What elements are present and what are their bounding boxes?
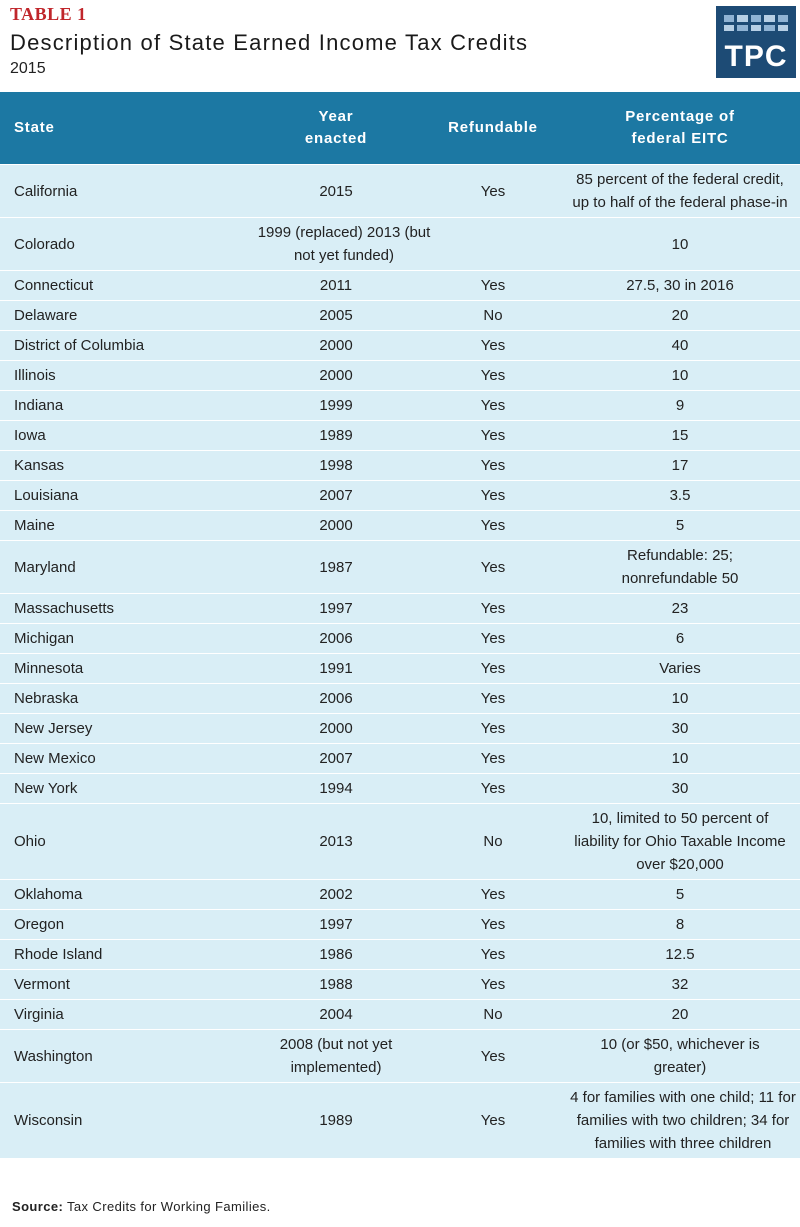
cell-refundable: Yes bbox=[426, 684, 560, 714]
cell-state: Kansas bbox=[0, 451, 246, 481]
column-header-year: Year enacted bbox=[246, 92, 426, 165]
cell-refundable: No bbox=[426, 804, 560, 880]
cell-percentage: 15 bbox=[560, 421, 800, 451]
cell-year: 2000 bbox=[246, 511, 426, 541]
cell-percentage: 10, limited to 50 percent of liability for Ohio Taxable Income over $20,000 bbox=[560, 804, 800, 880]
cell-percentage: 27.5, 30 in 2016 bbox=[560, 271, 800, 301]
table-row bbox=[0, 970, 800, 1000]
cell-state: Massachusetts bbox=[0, 594, 246, 624]
cell-year: 2004 bbox=[246, 1000, 426, 1030]
cell-percentage: 10 bbox=[560, 684, 800, 714]
cell-year: 1997 bbox=[246, 594, 426, 624]
cell-year: 1989 bbox=[246, 421, 426, 451]
cell-state: Delaware bbox=[0, 301, 246, 331]
cell-refundable bbox=[426, 218, 560, 271]
table-row bbox=[0, 684, 800, 714]
cell-state: Minnesota bbox=[0, 654, 246, 684]
cell-state: District of Columbia bbox=[0, 331, 246, 361]
cell-year: 1997 bbox=[246, 910, 426, 940]
cell-state: New Mexico bbox=[0, 744, 246, 774]
cell-refundable: Yes bbox=[426, 541, 560, 594]
cell-state: Maryland bbox=[0, 541, 246, 594]
column-header-state: State bbox=[0, 92, 246, 165]
cell-percentage: 30 bbox=[560, 714, 800, 744]
table-row bbox=[0, 1030, 800, 1083]
page-subtitle: 2015 bbox=[10, 60, 46, 77]
table-row bbox=[0, 271, 800, 301]
cell-percentage: 5 bbox=[560, 511, 800, 541]
source-note bbox=[12, 1199, 271, 1214]
cell-state: California bbox=[0, 165, 246, 218]
eitc-table bbox=[0, 92, 800, 1158]
table-row bbox=[0, 511, 800, 541]
cell-percentage: 23 bbox=[560, 594, 800, 624]
source-text: Tax Credits for Working Families. bbox=[66, 1199, 271, 1214]
table-row bbox=[0, 940, 800, 970]
table-row bbox=[0, 880, 800, 910]
tpc-logo bbox=[716, 6, 796, 78]
cell-refundable: Yes bbox=[426, 1030, 560, 1083]
cell-state: Colorado bbox=[0, 218, 246, 271]
cell-refundable: Yes bbox=[426, 331, 560, 361]
table-row bbox=[0, 301, 800, 331]
cell-percentage: 5 bbox=[560, 880, 800, 910]
cell-state: Washington bbox=[0, 1030, 246, 1083]
cell-percentage: 10 bbox=[560, 361, 800, 391]
cell-percentage: 32 bbox=[560, 970, 800, 1000]
table-row bbox=[0, 804, 800, 880]
cell-state: Illinois bbox=[0, 361, 246, 391]
table-row bbox=[0, 744, 800, 774]
cell-state: Iowa bbox=[0, 421, 246, 451]
table-row bbox=[0, 774, 800, 804]
cell-refundable: Yes bbox=[426, 271, 560, 301]
column-header-refundable: Refundable bbox=[426, 92, 560, 165]
cell-year: 2011 bbox=[246, 271, 426, 301]
cell-refundable: Yes bbox=[426, 481, 560, 511]
cell-percentage: 10 bbox=[560, 744, 800, 774]
table-row bbox=[0, 218, 800, 271]
table-row bbox=[0, 165, 800, 218]
cell-refundable: Yes bbox=[426, 391, 560, 421]
cell-year: 2013 bbox=[246, 804, 426, 880]
cell-year: 2007 bbox=[246, 481, 426, 511]
cell-year: 2006 bbox=[246, 624, 426, 654]
cell-percentage: 9 bbox=[560, 391, 800, 421]
cell-refundable: No bbox=[426, 1000, 560, 1030]
cell-refundable: Yes bbox=[426, 940, 560, 970]
cell-year: 1999 (replaced) 2013 (but not yet funded) bbox=[246, 218, 426, 271]
cell-state: Louisiana bbox=[0, 481, 246, 511]
cell-state: Virginia bbox=[0, 1000, 246, 1030]
cell-year: 2007 bbox=[246, 744, 426, 774]
table-row bbox=[0, 481, 800, 511]
table-row bbox=[0, 451, 800, 481]
cell-percentage: 6 bbox=[560, 624, 800, 654]
cell-refundable: Yes bbox=[426, 714, 560, 744]
cell-percentage: 85 percent of the federal credit, up to half of the federal phase-in bbox=[560, 165, 800, 218]
cell-percentage: 20 bbox=[560, 1000, 800, 1030]
cell-percentage: 12.5 bbox=[560, 940, 800, 970]
cell-refundable: Yes bbox=[426, 361, 560, 391]
table-row bbox=[0, 421, 800, 451]
cell-year: 2006 bbox=[246, 684, 426, 714]
cell-state: Oregon bbox=[0, 910, 246, 940]
logo-text: TPC bbox=[724, 40, 788, 73]
table-row bbox=[0, 541, 800, 594]
table-row bbox=[0, 654, 800, 684]
cell-percentage: Refundable: 25; nonrefundable 50 bbox=[560, 541, 800, 594]
cell-year: 1998 bbox=[246, 451, 426, 481]
cell-refundable: Yes bbox=[426, 511, 560, 541]
cell-percentage: 10 bbox=[560, 218, 800, 271]
cell-percentage: 3.5 bbox=[560, 481, 800, 511]
cell-year: 1994 bbox=[246, 774, 426, 804]
table-row bbox=[0, 331, 800, 361]
column-header-percentage: Percentage of federal EITC bbox=[560, 92, 800, 165]
cell-state: Michigan bbox=[0, 624, 246, 654]
cell-percentage: Varies bbox=[560, 654, 800, 684]
table-row bbox=[0, 361, 800, 391]
cell-refundable: Yes bbox=[426, 654, 560, 684]
cell-refundable: Yes bbox=[426, 165, 560, 218]
cell-refundable: Yes bbox=[426, 744, 560, 774]
cell-state: Connecticut bbox=[0, 271, 246, 301]
cell-state: Vermont bbox=[0, 970, 246, 1000]
cell-year: 1988 bbox=[246, 970, 426, 1000]
table-header-row bbox=[0, 92, 800, 165]
cell-percentage: 30 bbox=[560, 774, 800, 804]
cell-year: 1986 bbox=[246, 940, 426, 970]
cell-state: New Jersey bbox=[0, 714, 246, 744]
source-label: Source: bbox=[12, 1199, 64, 1214]
table-label: TABLE 1 bbox=[10, 4, 87, 24]
cell-year: 1991 bbox=[246, 654, 426, 684]
cell-percentage: 4 for families with one child; 11 for families with two children; 34 for families with three children bbox=[560, 1083, 800, 1159]
cell-refundable: Yes bbox=[426, 910, 560, 940]
cell-state: Oklahoma bbox=[0, 880, 246, 910]
table-row bbox=[0, 391, 800, 421]
table-row bbox=[0, 910, 800, 940]
cell-state: Maine bbox=[0, 511, 246, 541]
cell-year: 2000 bbox=[246, 331, 426, 361]
cell-year: 1987 bbox=[246, 541, 426, 594]
table-row bbox=[0, 1000, 800, 1030]
cell-year: 2005 bbox=[246, 301, 426, 331]
cell-refundable: Yes bbox=[426, 594, 560, 624]
cell-percentage: 17 bbox=[560, 451, 800, 481]
cell-year: 2002 bbox=[246, 880, 426, 910]
cell-refundable: Yes bbox=[426, 1083, 560, 1159]
page-title: Description of State Earned Income Tax Credits bbox=[10, 30, 529, 55]
cell-refundable: Yes bbox=[426, 421, 560, 451]
cell-refundable: Yes bbox=[426, 880, 560, 910]
cell-year: 2000 bbox=[246, 714, 426, 744]
table-row bbox=[0, 1083, 800, 1159]
cell-refundable: Yes bbox=[426, 451, 560, 481]
cell-percentage: 40 bbox=[560, 331, 800, 361]
cell-percentage: 10 (or $50, whichever is greater) bbox=[560, 1030, 800, 1083]
cell-state: Ohio bbox=[0, 804, 246, 880]
cell-year: 2008 (but not yet implemented) bbox=[246, 1030, 426, 1083]
cell-year: 2000 bbox=[246, 361, 426, 391]
cell-state: Indiana bbox=[0, 391, 246, 421]
cell-refundable: Yes bbox=[426, 624, 560, 654]
table-row bbox=[0, 624, 800, 654]
cell-percentage: 20 bbox=[560, 301, 800, 331]
cell-refundable: Yes bbox=[426, 970, 560, 1000]
cell-state: Rhode Island bbox=[0, 940, 246, 970]
logo-bars-icon bbox=[724, 15, 788, 31]
cell-year: 2015 bbox=[246, 165, 426, 218]
table-row bbox=[0, 714, 800, 744]
cell-percentage: 8 bbox=[560, 910, 800, 940]
cell-state: Wisconsin bbox=[0, 1083, 246, 1159]
cell-year: 1989 bbox=[246, 1083, 426, 1159]
table-row bbox=[0, 594, 800, 624]
cell-refundable: Yes bbox=[426, 774, 560, 804]
cell-refundable: No bbox=[426, 301, 560, 331]
cell-year: 1999 bbox=[246, 391, 426, 421]
cell-state: New York bbox=[0, 774, 246, 804]
cell-state: Nebraska bbox=[0, 684, 246, 714]
